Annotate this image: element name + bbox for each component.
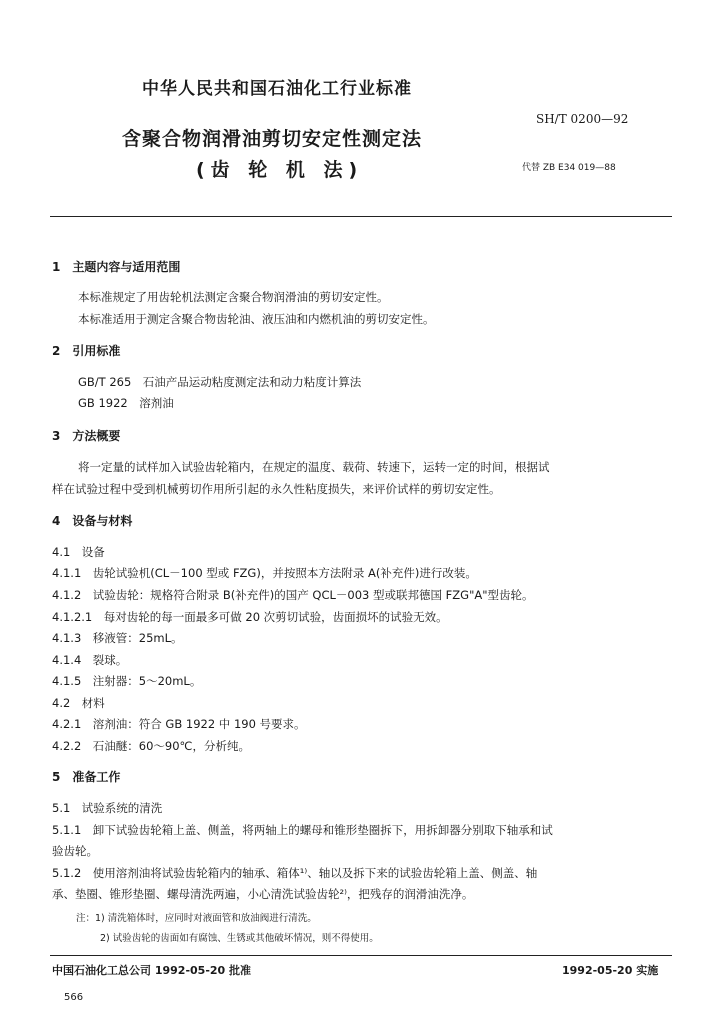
footnote: 注：1) 清洗箱体时，应同时对液面管和放油阀进行清洗。 xyxy=(76,913,317,924)
clause-item: 4.1.3 移液管：25mL。 xyxy=(52,631,183,645)
industry-title: 中华人民共和国石油化工行业标准 xyxy=(142,79,412,99)
clause-item: 5.1.2 使用溶剂油将试验齿轮箱内的轴承、箱体¹⁾、轴以及拆下来的试验齿轮箱上盖、侧盖、轴 xyxy=(52,866,538,880)
section-5-heading: 5 准备工作 xyxy=(52,770,121,784)
reference-item: GB 1922 溶剂油 xyxy=(78,396,174,410)
section-3-heading: 3 方法概要 xyxy=(52,429,121,443)
clause-item: 承、垫圈、锥形垫圈、螺母清洗两遍，小心清洗试验齿轮²⁾，把残存的润滑油洗净。 xyxy=(52,887,474,901)
clause-item: 4.1.2 试验齿轮：规格符合附录 B(补充件)的国产 QCL－003 型或联邦德国 FZG"A"型齿轮。 xyxy=(52,588,534,602)
section-4-heading: 4 设备与材料 xyxy=(52,514,133,528)
reference-item: GB/T 265 石油产品运动粘度测定法和动力粘度计算法 xyxy=(78,375,362,389)
clause-item: 4.2 材料 xyxy=(52,696,105,710)
clause-item: 5.1.1 卸下试验齿轮箱上盖、侧盖，将两轴上的螺母和锥形垫圈拆下，用拆卸器分别取下轴承和试 xyxy=(52,823,553,837)
footer-rule xyxy=(50,955,672,956)
standard-number: SH/T 0200—92 xyxy=(536,112,629,126)
paragraph: 将一定量的试样加入试验齿轮箱内，在规定的温度、载荷、转速下，运转一定的时间，根据试 xyxy=(78,460,550,474)
clause-item: 4.1 设备 xyxy=(52,545,105,559)
clause-item: 4.1.2.1 每对齿轮的每一面最多可做 20 次剪切试验，齿面损坏的试验无效。 xyxy=(52,610,448,624)
effective-date: 1992-05-20 实施 xyxy=(562,964,659,977)
header-rule xyxy=(50,216,672,217)
clause-item: 4.1.5 注射器：5～20mL。 xyxy=(52,674,202,688)
clause-item: 4.1.1 齿轮试验机(CL－100 型或 FZG)，并按照本方法附录 A(补充件)进行改装。 xyxy=(52,566,477,580)
section-2-heading: 2 引用标准 xyxy=(52,344,121,358)
clause-item: 4.1.4 裂球。 xyxy=(52,653,128,667)
section-1-heading: 1 主题内容与适用范围 xyxy=(52,260,181,274)
paragraph: 样在试验过程中受到机械剪切作用所引起的永久性粘度损失，来评价试样的剪切安定性。 xyxy=(52,482,501,496)
replaces-note: 代替 ZB E34 019—88 xyxy=(522,163,616,173)
clause-item: 4.2.2 石油醚：60～90℃，分析纯。 xyxy=(52,739,250,753)
clause-item: 4.2.1 溶剂油：符合 GB 1922 中 190 号要求。 xyxy=(52,717,306,731)
clause-item: 5.1 试验系统的清洗 xyxy=(52,801,163,815)
document-subtitle: (齿 轮 机 法) xyxy=(196,159,364,181)
footnote: 2) 试验齿轮的齿面如有腐蚀、生锈或其他破坏情况，则不得使用。 xyxy=(100,933,379,944)
page-number: 566 xyxy=(64,992,84,1003)
approval-statement: 中国石油化工总公司 1992-05-20 批准 xyxy=(52,964,252,977)
clause-item: 验齿轮。 xyxy=(52,844,98,858)
paragraph: 本标准适用于测定含聚合物齿轮油、液压油和内燃机油的剪切安定性。 xyxy=(78,312,435,326)
document-title: 含聚合物润滑油剪切安定性测定法 xyxy=(122,128,423,150)
paragraph: 本标准规定了用齿轮机法测定含聚合物润滑油的剪切安定性。 xyxy=(78,290,389,304)
